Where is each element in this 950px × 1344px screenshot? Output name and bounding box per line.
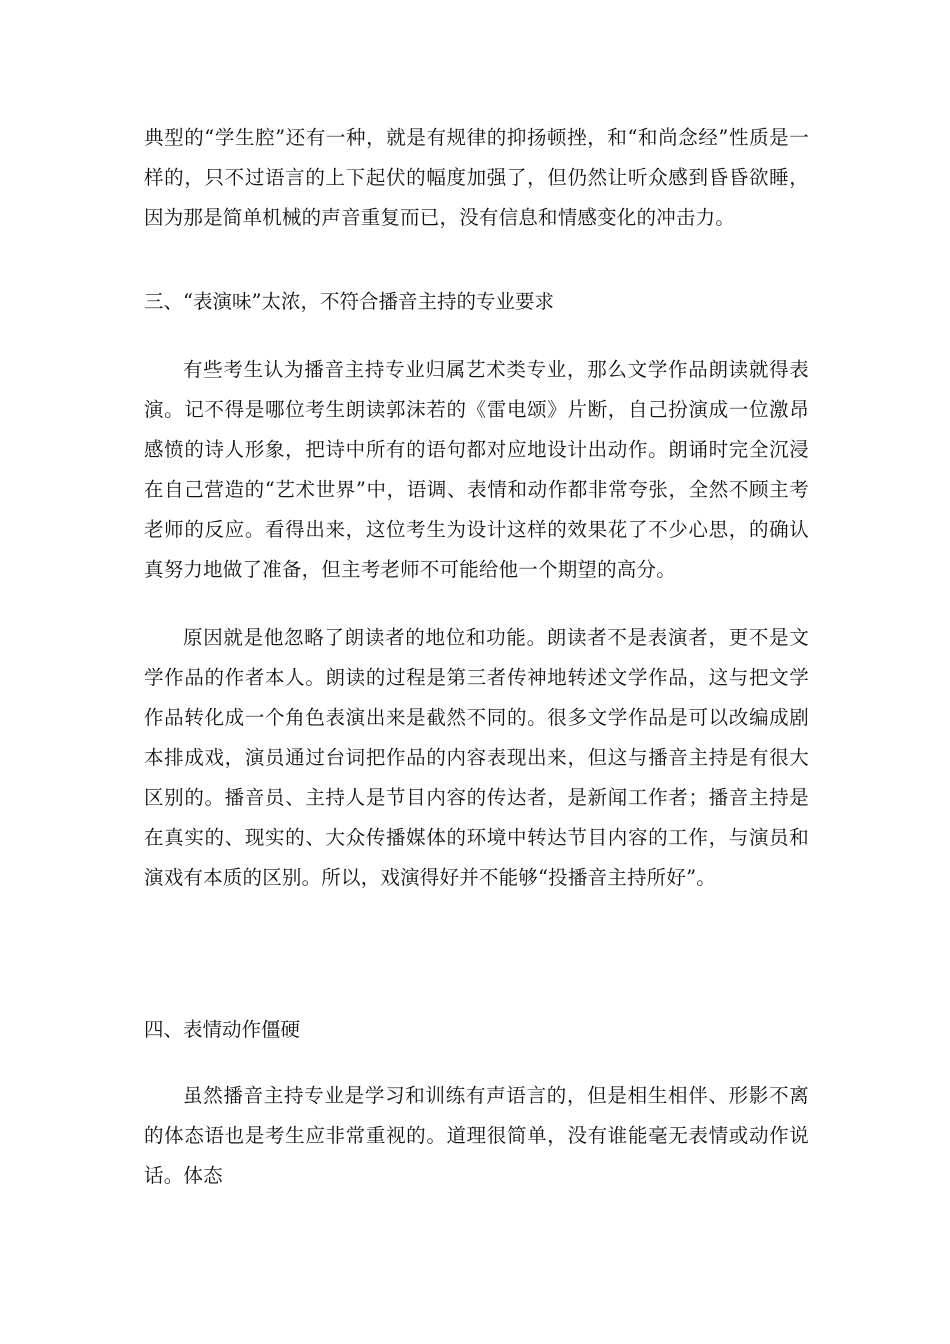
paragraph-body-language: 虽然播音主持专业是学习和训练有声语言的，但是相生相伴、形影不离的体态语也是考生应非常重视的。道理很简单，没有谁能毫无表情或动作说话。体态	[144, 1084, 809, 1187]
section-heading-4: 四、表情动作僵硬	[144, 1018, 301, 1041]
paragraph-student-tone: 典型的“学生腔”还有一种，就是有规律的抑扬顿挫，和“和尚念经”性质是一样的，只不过语言的上下起伏的幅度加强了，但仍然让听众感到昏昏欲睡，因为那是简单机械的声音重复而已，没有信息和情感变化的冲击力。	[144, 126, 809, 229]
paragraph-reader-role: 原因就是他忽略了朗读者的地位和功能。朗读者不是表演者，更不是文学作品的作者本人。朗读的过程是第三者传神地转述文学作品，这与把文学作品转化成一个角色表演出来是截然不同的。很多文学作品是可以改编成剧本排成戏，演员通过台词把作品的内容表现出来，但这与播音主持是有很大区别的。播音员、主持人是节目内容的传达者，是新闻工作者；播音主持是在真实的、现实的、大众传播媒体的环境中转达节目内容的工作，与演员和演戏有本质的区别。所以，戏演得好并不能够“投播音主持所好”。	[144, 626, 809, 889]
paragraph-performance-example: 有些考生认为播音主持专业归属艺术类专业，那么文学作品朗读就得表演。记不得是哪位考生朗读郭沫若的《雷电颂》片断，自己扮演成一位激昂感愤的诗人形象，把诗中所有的语句都对应地设计出动作。朗诵时完全沉浸在自己营造的“艺术世界”中，语调、表情和动作都非常夸张，全然不顾主考老师的反应。看得出来，这位考生为设计这样的效果花了不少心思，的确认真努力地做了准备，但主考老师不可能给他一个期望的高分。	[144, 358, 809, 581]
section-heading-3: 三、“表演味”太浓，不符合播音主持的专业要求	[144, 290, 554, 313]
